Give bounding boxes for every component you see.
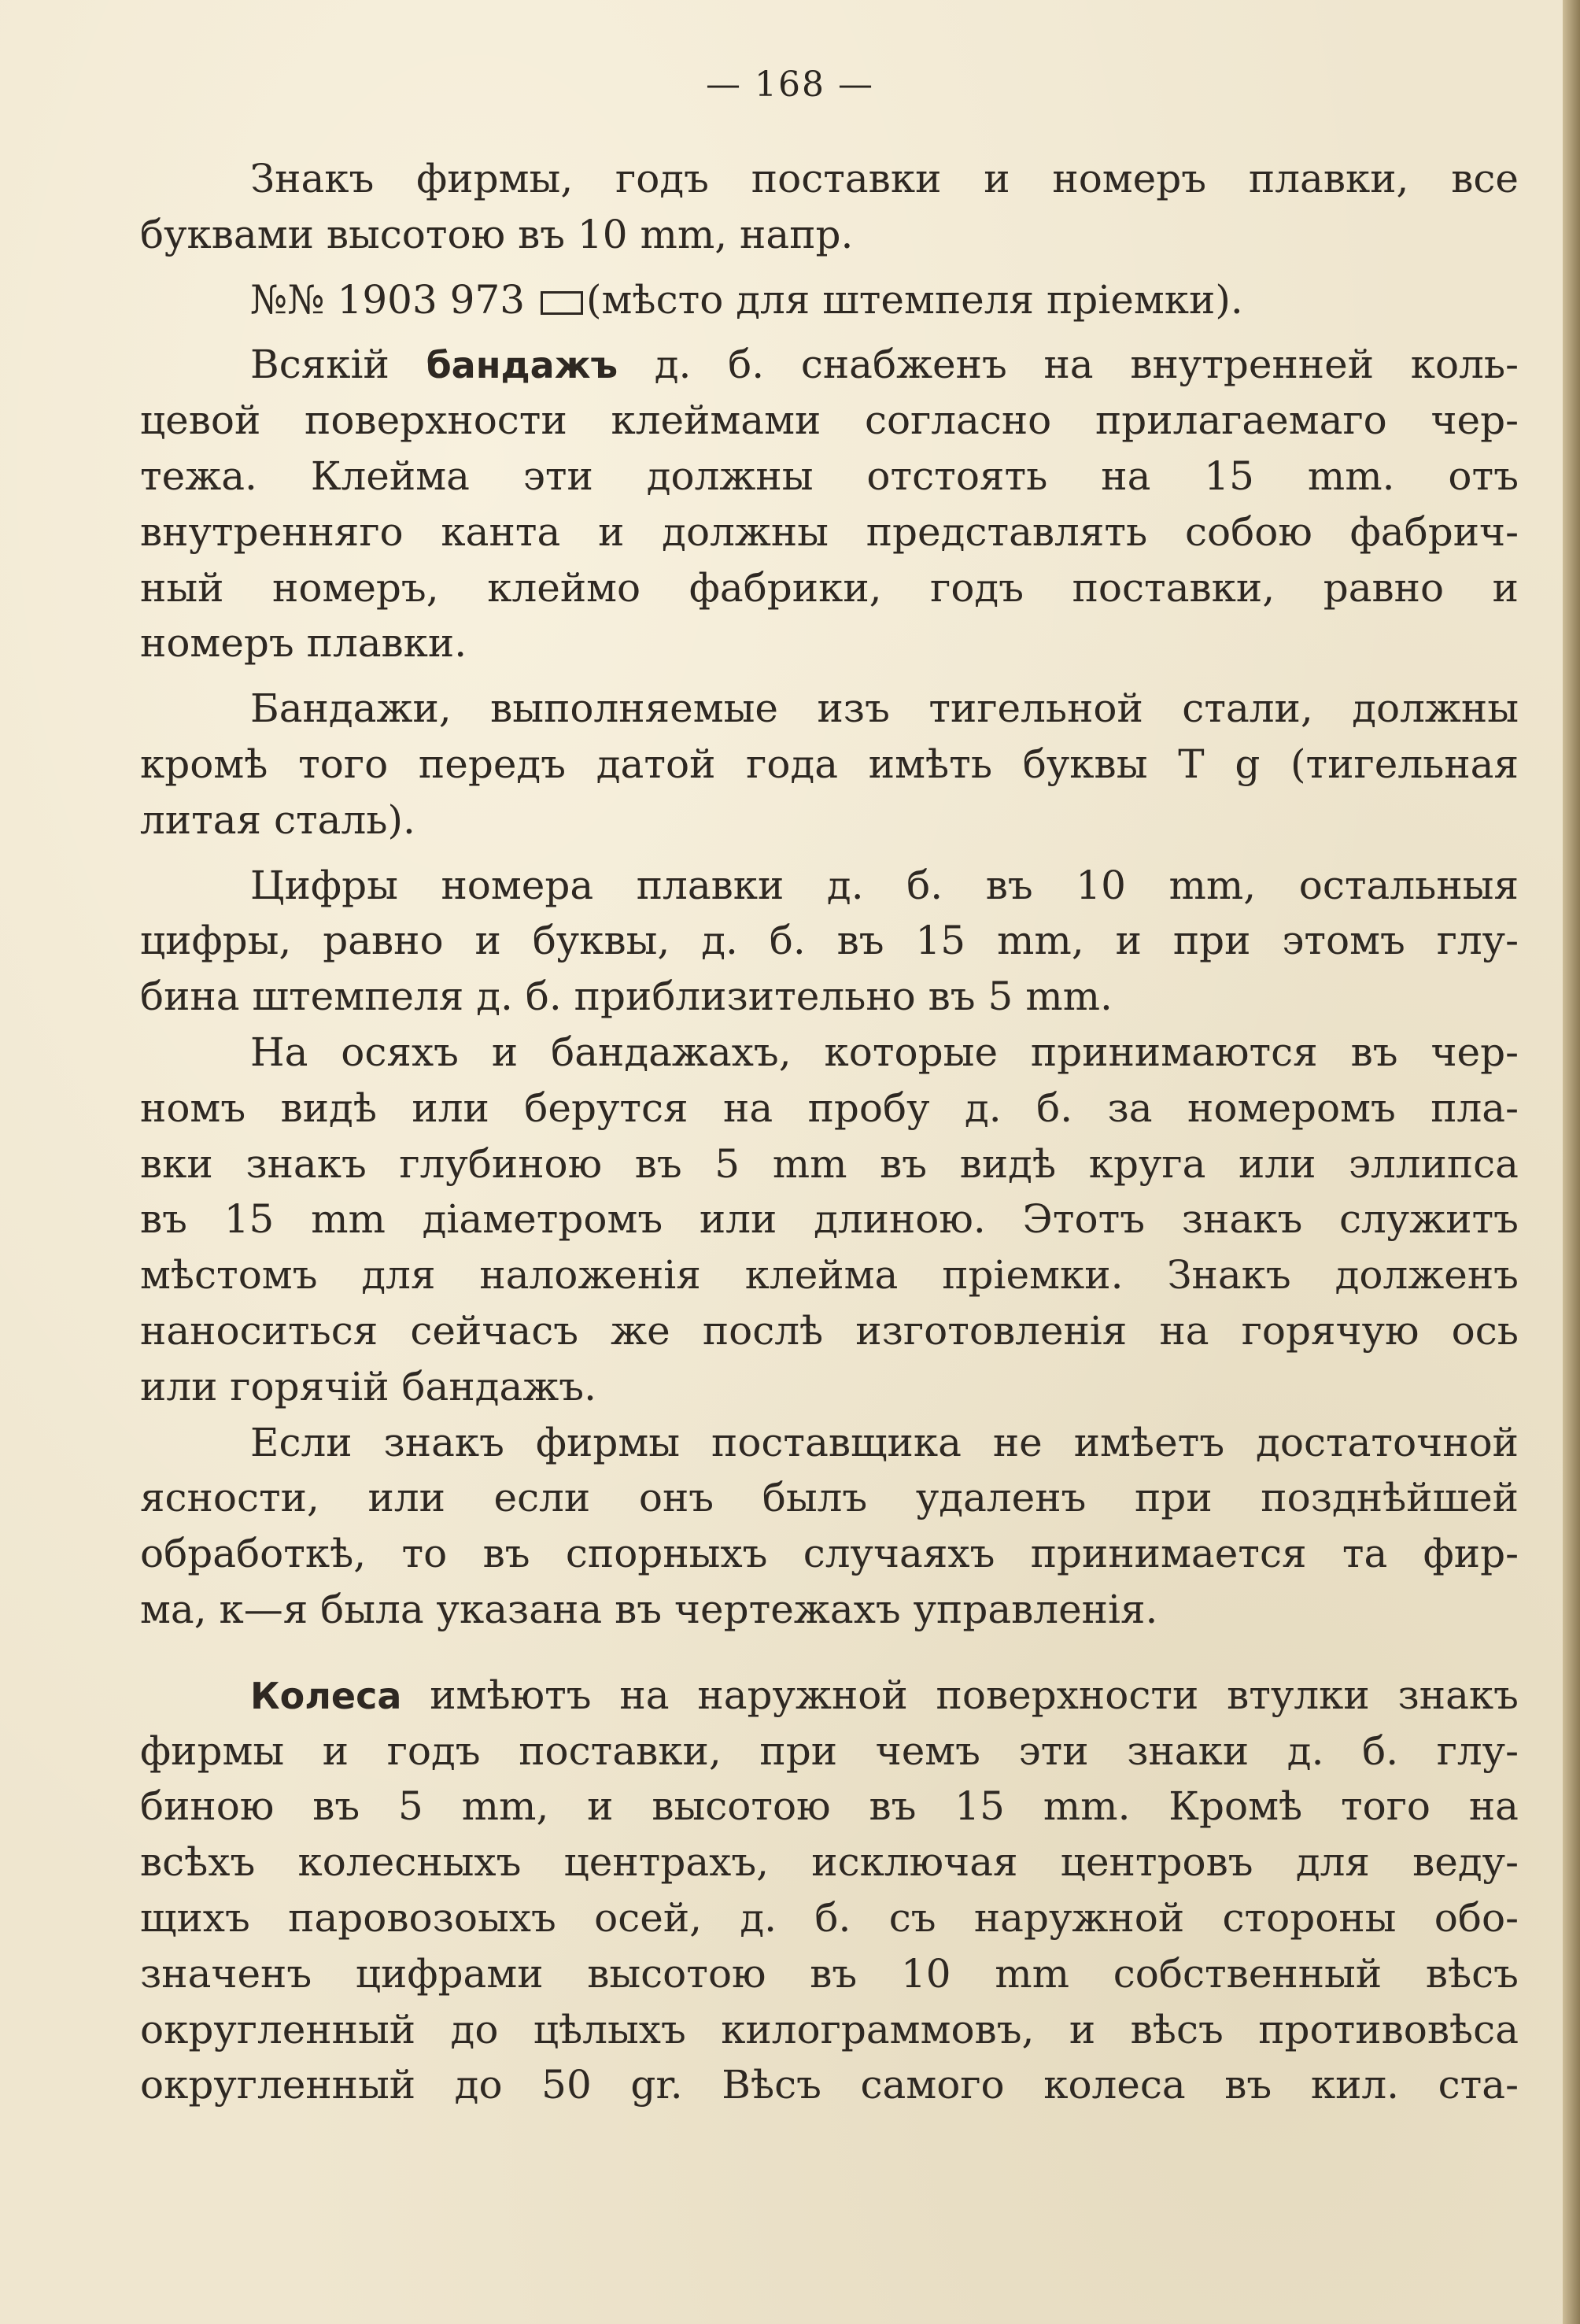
text-line: биною въ 5 mm, и высотою въ 15 mm. Кромѣ того на — [140, 1783, 1519, 1830]
text-fragment: д. б. снабженъ на внутренней коль- — [654, 342, 1519, 388]
paragraph-firm-mark — [140, 151, 1519, 263]
text-line: обработкѣ, то въ спорныхъ случаяхъ принимается та фир- — [140, 1531, 1519, 1577]
text-fragment: Всякій — [250, 342, 389, 388]
text-line: номеръ плавки. — [140, 620, 467, 667]
text-line: цифры, равно и буквы, д. б. въ 15 mm, и при этомъ глу- — [140, 918, 1519, 964]
text-line: Цифры номера плавки д. б. въ 10 mm, остальныя — [250, 862, 1519, 908]
bold-term: Колеса — [250, 1674, 402, 1717]
text-line: наноситься сейчасъ же послѣ изготовленія на горячую ось — [140, 1307, 1519, 1354]
text-line — [140, 1668, 1519, 1724]
text-line: буквами высотою въ 10 mm, напр. — [140, 211, 854, 257]
stamp-placeholder-box — [541, 291, 583, 315]
paragraph-axles-mark — [140, 1025, 1519, 1415]
text-line: На осяхъ и бандажахъ, которые принимаются въ чер- — [250, 1029, 1519, 1075]
text-line: всѣхъ колесныхъ центрахъ, исключая центровъ для веду- — [140, 1839, 1519, 1886]
text-line: ный номеръ, клеймо фабрики, годъ поставки, равно и — [140, 564, 1519, 611]
text-line: округленный до 50 gr. Вѣсъ самого колеса въ кил. ста- — [140, 2062, 1519, 2108]
paragraph-unclear-mark — [140, 1415, 1519, 1638]
text-line: фирмы и годъ поставки, при чемъ эти знаки д. б. глу- — [140, 1727, 1519, 1774]
text-line: Бандажи, выполняемые изъ тигельной стали, должны — [250, 685, 1519, 732]
page-number: — 168 — — [706, 65, 874, 105]
text-line: ясности, или если онъ былъ удаленъ при позднѣйшей — [140, 1475, 1519, 1521]
text-line — [140, 272, 1519, 328]
text-line: мѣстомъ для наложенія клейма пріемки. Знакъ долженъ — [140, 1252, 1519, 1299]
text-line: кромѣ того передъ датой года имѣть буквы T g (тигельная — [140, 741, 1519, 787]
example-note: (мѣсто для штемпеля пріемки). — [586, 276, 1243, 323]
bold-term: бандажъ — [426, 344, 618, 387]
text-line: номъ видѣ или берутся на пробу д. б. за номеромъ пла- — [140, 1084, 1519, 1131]
text-line: ма, к—я была указана въ чертежахъ управленія. — [140, 1586, 1158, 1632]
text-line: значенъ цифрами высотою въ 10 mm собственный вѣсъ — [140, 1950, 1519, 1997]
text-line: вки знакъ глубиною въ 5 mm въ видѣ круга или эллипса — [140, 1140, 1519, 1187]
text-line: Знакъ фирмы, годъ поставки и номеръ плавки, все — [250, 156, 1519, 201]
text-line: литая сталь). — [140, 796, 415, 843]
text-fragment: имѣютъ на наружной поверхности втулки знакъ — [430, 1672, 1519, 1718]
text-line: Если знакъ фирмы поставщика не имѣетъ достаточной — [250, 1419, 1519, 1465]
text-line: внутренняго канта и должны представлять собою фабрич- — [140, 508, 1519, 555]
page-body — [140, 151, 1519, 2113]
paragraph-bandage — [140, 337, 1519, 671]
text-line: бина штемпеля д. б. приблизительно въ 5 mm. — [140, 974, 1113, 1020]
text-line: въ 15 mm діаметромъ или длиною. Этотъ знакъ служитъ — [140, 1196, 1519, 1243]
paragraph-digit-sizes — [140, 858, 1519, 1025]
text-line — [140, 337, 1519, 393]
text-line: тежа. Клейма эти должны отстоять на 15 mm. отъ — [140, 453, 1519, 499]
paragraph-example-number — [140, 272, 1519, 328]
paragraph-wheels — [140, 1668, 1519, 2113]
text-line: щихъ паровозоыхъ осей, д. б. съ наружной стороны обо- — [140, 1894, 1519, 1941]
paragraph-crucible-steel — [140, 681, 1519, 848]
text-line: или горячій бандажъ. — [140, 1363, 596, 1410]
text-line: округленный до цѣлыхъ килограммовъ, и вѣсъ противовѣса — [140, 2006, 1519, 2052]
example-number: №№ 1903 973 — [250, 276, 526, 323]
page-edge-shadow — [1563, 0, 1580, 2324]
text-line: цевой поверхности клеймами согласно прилагаемаго чер- — [140, 397, 1519, 444]
